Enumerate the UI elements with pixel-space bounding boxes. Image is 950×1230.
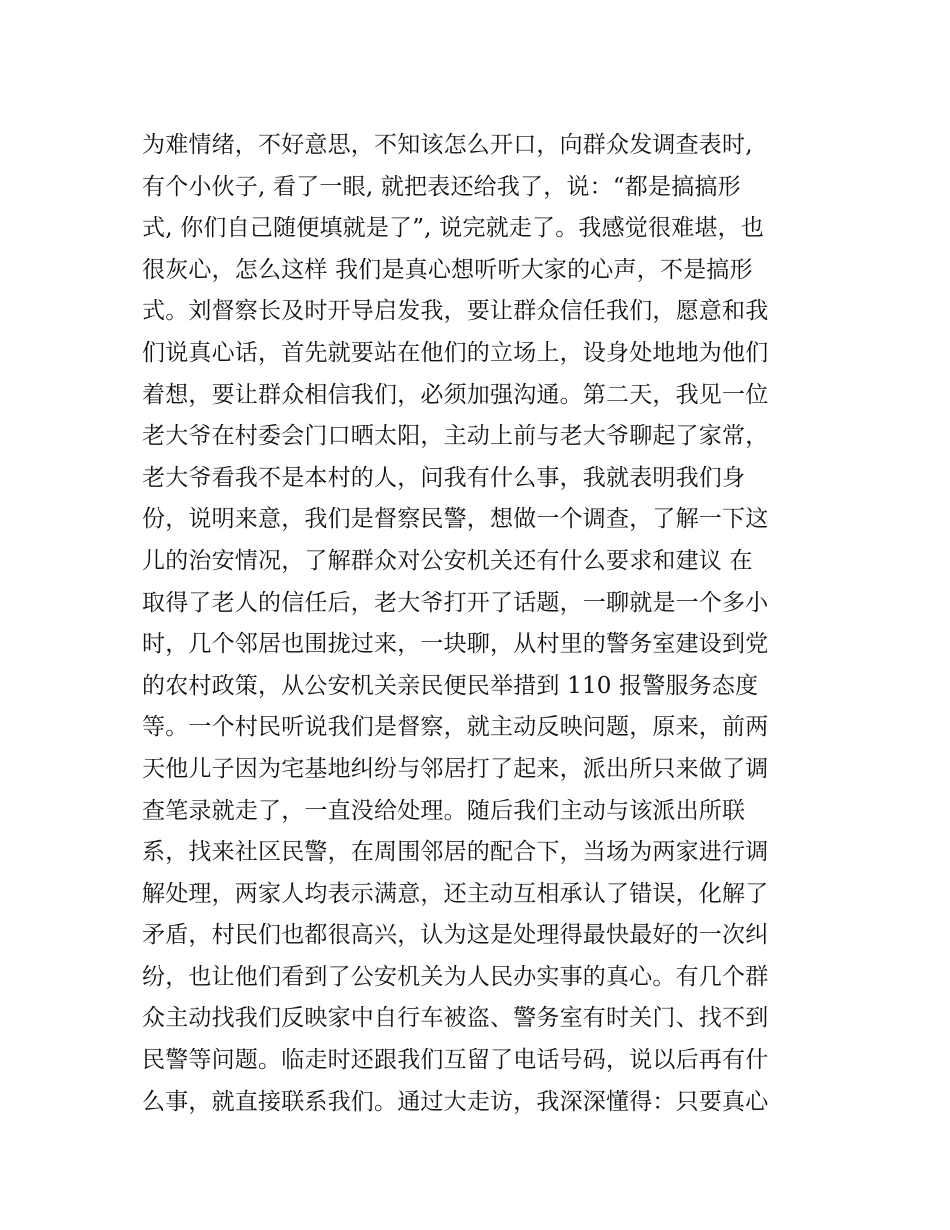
text-line: 天他儿子因为宅基地纠纷与邻居打了起来，派出所只来做了调 xyxy=(142,755,769,782)
text-line: 解处理，两家人均表示满意，还主动互相承认了错误，化解了 xyxy=(142,880,769,907)
body-paragraph xyxy=(142,125,822,1123)
text-line: 查笔录就走了，一直没给处理。随后我们主动与该派出所联 xyxy=(142,797,746,824)
text-line: 老大爷看我不是本村的人，问我有什么事，我就表明我们身 xyxy=(142,464,746,491)
text-line: 纷，也让他们看到了公安机关为人民办实事的真心。有几个群 xyxy=(142,963,769,990)
text-line: 老大爷在村委会门口晒太阳，主动上前与老大爷聊起了家常， xyxy=(142,423,769,450)
text-line: 式, 你们自己随便填就是了”, 说完就走了。我感觉很难堪，也 xyxy=(142,215,765,242)
text-line: 为难情绪，不好意思，不知该怎么开口，向群众发调查表时, xyxy=(142,132,753,158)
text-line: 等。一个村民听说我们是督察，就主动反映问题，原来，前两 xyxy=(142,714,769,741)
text-line: 系，找来社区民警，在周围邻居的配合下，当场为两家进行调 xyxy=(142,839,769,866)
text-line: 着想，要让群众相信我们，必须加强沟通。第二天，我见一位 xyxy=(142,381,769,408)
text-line: 们说真心话，首先就要站在他们的立场上，设身处地地为他们 xyxy=(142,339,769,366)
text-line: 时，几个邻居也围拢过来，一块聊，从村里的警务室建设到党 xyxy=(142,631,769,658)
text-line: 很灰心，怎么这样 我们是真心想听听大家的心声，不是搞形 xyxy=(142,256,753,283)
text-line: 么事，就直接联系我们。通过大走访，我深深懂得：只要真心 xyxy=(142,1088,769,1115)
text-line: 矛盾，村民们也都很高兴，认为这是处理得最快最好的一次纠 xyxy=(142,922,769,949)
text-line: 民警等问题。临走时还跟我们互留了电话号码，说以后再有什 xyxy=(142,1047,769,1074)
text-line: 众主动找我们反映家中自行车被盗、警务室有时关门、找不到 xyxy=(142,1005,769,1032)
text-line: 式。刘督察长及时开导启发我，要让群众信任我们，愿意和我 xyxy=(142,298,769,325)
text-line: 份，说明来意，我们是督察民警，想做一个调查，了解一下这 xyxy=(142,506,769,533)
text-line: 的农村政策，从公安机关亲民便民举措到 110 报警服务态度 xyxy=(142,672,759,699)
text-line: 有个小伙子, 看了一眼, 就把表还给我了，说：“都是搞搞形 xyxy=(142,173,741,200)
text-line: 取得了老人的信任后，老大爷打开了话题，一聊就是一个多小 xyxy=(142,589,769,616)
text-line: 儿的治安情况，了解群众对公安机关还有什么要求和建议 在 xyxy=(142,547,753,574)
